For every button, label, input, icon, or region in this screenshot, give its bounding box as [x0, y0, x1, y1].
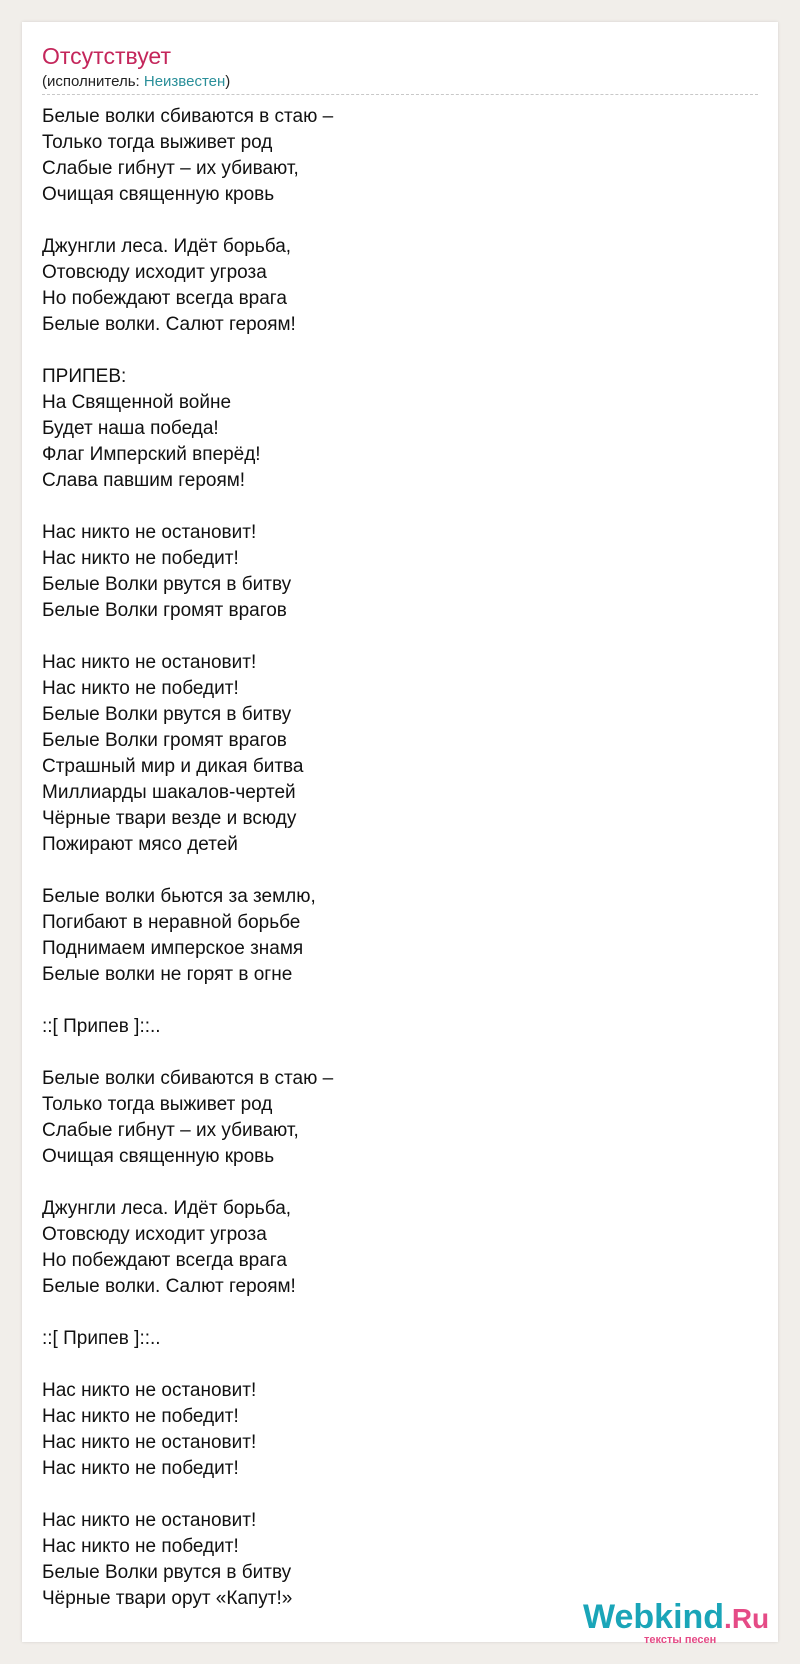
lyric-blank-line	[42, 1040, 742, 1066]
lyric-line: Белые Волки рвутся в битву	[42, 574, 292, 595]
lyric-blank-line	[42, 1300, 742, 1326]
lyric-line: Нас никто не остановит!	[42, 522, 257, 543]
lyric-line: Но побеждают всегда врага	[42, 1250, 287, 1271]
lyric-line: Белые Волки рвутся в битву	[42, 704, 292, 725]
lyric-blank-line	[42, 624, 742, 650]
lyric-line: Нас никто не остановит!	[42, 1432, 257, 1453]
webkind-logo	[583, 1600, 769, 1636]
lyric-line: Нас никто не победит!	[42, 548, 239, 569]
lyric-line: Чёрные твари орут «Капут!»	[42, 1588, 293, 1609]
lyric-line: Белые Волки рвутся в битву	[42, 1562, 292, 1583]
lyric-line: ::[ Припев ]::..	[42, 1016, 161, 1037]
lyric-line: Белые волки. Салют героям!	[42, 1276, 296, 1297]
lyric-line: Слабые гибнут – их убивают,	[42, 158, 299, 179]
lyric-line: Чёрные твари везде и всюду	[42, 808, 297, 829]
lyric-line: Очищая священную кровь	[42, 1146, 275, 1167]
lyric-line: Миллиарды шакалов-чертей	[42, 782, 296, 803]
lyric-line: Нас никто не остановит!	[42, 1380, 257, 1401]
lyric-blank-line	[42, 858, 742, 884]
lyric-line: ::[ Припев ]::..	[42, 1328, 161, 1349]
lyric-blank-line	[42, 988, 742, 1014]
lyric-line: Белые волки бьются за землю,	[42, 886, 316, 907]
lyric-line: Нас никто не победит!	[42, 1406, 239, 1427]
lyric-line: Белые волки сбиваются в стаю –	[42, 106, 334, 127]
logo-subtitle: тексты песен	[644, 1634, 717, 1646]
lyric-blank-line	[42, 208, 742, 234]
lyric-blank-line	[42, 1482, 742, 1508]
logo-main: Webkind	[583, 1598, 725, 1636]
lyric-line: Будет наша победа!	[42, 418, 219, 439]
lyric-line: Нас никто не победит!	[42, 678, 239, 699]
lyric-line: Белые Волки громят врагов	[42, 600, 287, 621]
title-divider	[42, 94, 758, 95]
lyric-line: Белые волки сбиваются в стаю –	[42, 1068, 334, 1089]
artist-link[interactable]: Неизвестен	[143, 73, 226, 90]
lyric-line: Джунгли леса. Идёт борьба,	[42, 1198, 292, 1219]
lyric-line: Белые волки. Салют героям!	[42, 314, 296, 335]
lyric-line: Только тогда выживет род	[42, 1094, 273, 1115]
lyric-line: Пожирают мясо детей	[42, 834, 238, 855]
lyric-line: Страшный мир и дикая битва	[42, 756, 304, 777]
lyrics-text	[42, 104, 742, 1612]
lyric-blank-line	[42, 1170, 742, 1196]
lyric-line: Только тогда выживет род	[42, 132, 273, 153]
lyric-line: Слабые гибнут – их убивают,	[42, 1120, 299, 1141]
lyric-blank-line	[42, 494, 742, 520]
lyric-line: Флаг Имперский вперёд!	[42, 444, 261, 465]
lyric-blank-line	[42, 1352, 742, 1378]
lyric-line: Нас никто не остановит!	[42, 652, 257, 673]
lyric-line: Белые волки не горят в огне	[42, 964, 293, 985]
lyric-line: Отовсюду исходит угроза	[42, 1224, 267, 1245]
lyric-line: Нас никто не победит!	[42, 1458, 239, 1479]
lyric-line: Поднимаем имперское знамя	[42, 938, 304, 959]
artist-suffix: )	[225, 73, 231, 90]
lyric-line: Джунгли леса. Идёт борьба,	[42, 236, 292, 257]
logo-tld: .Ru	[724, 1603, 770, 1634]
lyric-line: Погибают в неравной борьбе	[42, 912, 301, 933]
song-title: Отсутствует	[42, 43, 171, 69]
artist-line	[42, 72, 230, 92]
lyric-line: Слава павшим героям!	[42, 470, 246, 491]
lyric-line: Нас никто не остановит!	[42, 1510, 257, 1531]
lyric-line: Очищая священную кровь	[42, 184, 275, 205]
lyric-line: На Священной войне	[42, 392, 232, 413]
lyric-line: Но побеждают всегда врага	[42, 288, 287, 309]
artist-prefix: (исполнитель:	[42, 73, 144, 90]
lyric-line: Нас никто не победит!	[42, 1536, 239, 1557]
lyric-line: Белые Волки громят врагов	[42, 730, 287, 751]
lyric-line: Отовсюду исходит угроза	[42, 262, 267, 283]
lyric-blank-line	[42, 338, 742, 364]
lyric-line: ПРИПЕВ:	[42, 366, 127, 387]
